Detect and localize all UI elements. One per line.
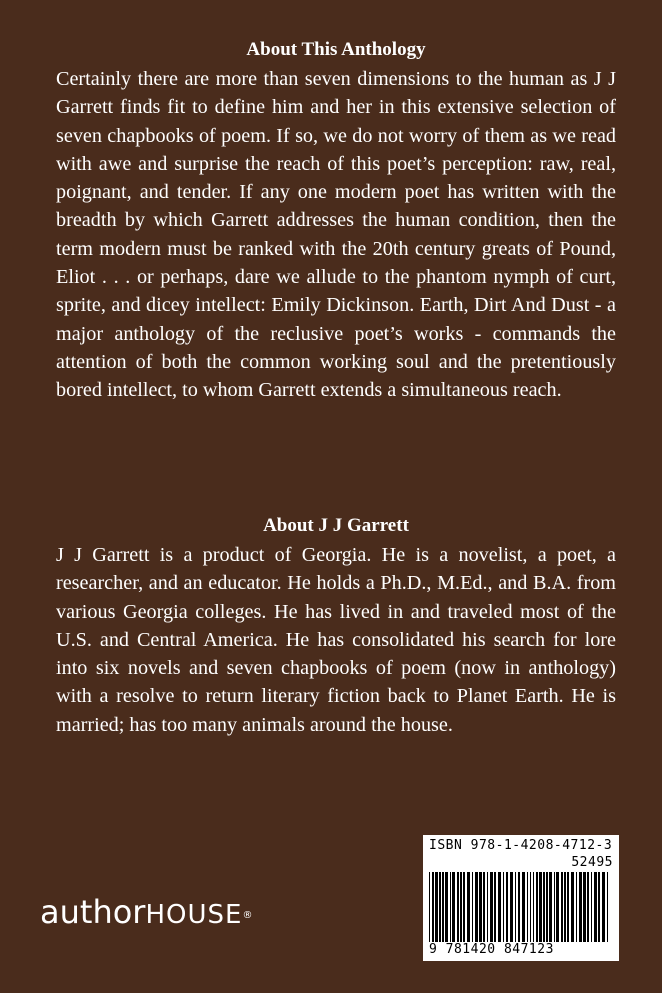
barcode-digits: 9 781420 847123 [429,942,554,957]
barcode-bar [564,872,566,942]
barcode-bar [442,872,444,942]
barcode-bar [561,872,563,942]
barcode-bar [533,872,534,942]
barcode-bar [571,872,574,942]
barcode-bar [439,872,441,942]
registered-mark: ® [242,910,253,921]
barcode-bar [594,872,597,942]
barcode-bar [452,872,455,942]
barcode-bar [467,872,470,942]
logo-author-text: author [40,893,146,931]
barcode-bar [579,872,582,942]
barcode-bar [546,872,548,942]
barcode-bar [510,872,513,942]
barcode-bar [472,872,473,942]
barcode-bar [549,872,552,942]
barcode-bar [518,872,520,942]
about-anthology-section [56,38,616,405]
barcode-bar [487,872,488,942]
barcode-bar [450,872,451,942]
barcode-bar [527,872,528,942]
barcode-bar [435,872,438,942]
anthology-heading: About This Anthology [246,39,426,60]
barcode-bar [567,872,569,942]
barcode-bar [460,872,462,942]
barcode-bar [515,872,516,942]
barcode-bar [583,872,586,942]
barcode-bar [556,872,559,942]
barcode-bar [457,872,459,942]
barcode-bar [602,872,605,942]
logo-house-text: HOUSE [145,900,243,930]
barcode-bar [591,872,592,942]
barcode-bar [543,872,545,942]
barcode-bar [539,872,542,942]
barcode-bar [483,872,485,942]
barcode-bar [506,872,508,942]
barcode-bars [429,872,613,942]
barcode-bar [475,872,478,942]
barcode-bar [536,872,538,942]
barcode-bar [479,872,482,942]
barcode-bar [494,872,496,942]
isbn-text: ISBN 978-1-4208-4712-3 [429,838,613,853]
barcode-bar [522,872,525,942]
barcode-bar [587,872,589,942]
barcode-bar [429,872,430,942]
publisher-logo [40,894,252,933]
barcode-bar [463,872,465,942]
anthology-body: Certainly there are more than seven dimensions to the human as J J Garrett finds fit to define him and her in this extensive selection of seven chapbooks of poem. If so, we do not worry of them as we read with awe and surprise the reach of this poet’s perception: raw, real, poignant, and tender. If any one modern poet has written with the breadth by which Garrett addresses the human condition, then the term modern must be ranked with the 20th century greats of Pound, Eliot . . . or perhaps, dare we allude to the phantom nymph of curt, sprite, and dicey intellect: Emily Dickinson. Earth, Dirt And Dust - a major anthology of the reclusive poet’s works - commands the attention of both the common working soul and the pretentiously bored intellect, to whom Garrett extends a simultaneous reach. [56,68,616,402]
barcode-bar [576,872,577,942]
barcode-bar [598,872,600,942]
barcode-bar [530,872,531,942]
barcode-bar [490,872,493,942]
isbn-barcode [423,835,619,961]
barcode-bar [445,872,448,942]
barcode-bar [432,872,434,942]
barcode-bar [503,872,504,942]
barcode-bar [498,872,501,942]
barcode-bar [607,872,608,942]
about-author-section [56,514,616,739]
price-code: 52495 [571,855,613,870]
author-body: J J Garrett is a product of Georgia. He is a novelist, a poet, a researcher, and an educator. He holds a Ph.D., M.Ed., and B.A. from various Georgia colleges. He has lived in and traveled most of the U.S. and Central America. He has consolidated his search for lore into six novels and seven chapbooks of poem (now in anthology) with a resolve to return literary fiction back to Planet Earth. He is married; has too many animals around the house. [56,544,616,736]
author-heading: About J J Garrett [263,515,409,536]
barcode-bar [554,872,555,942]
